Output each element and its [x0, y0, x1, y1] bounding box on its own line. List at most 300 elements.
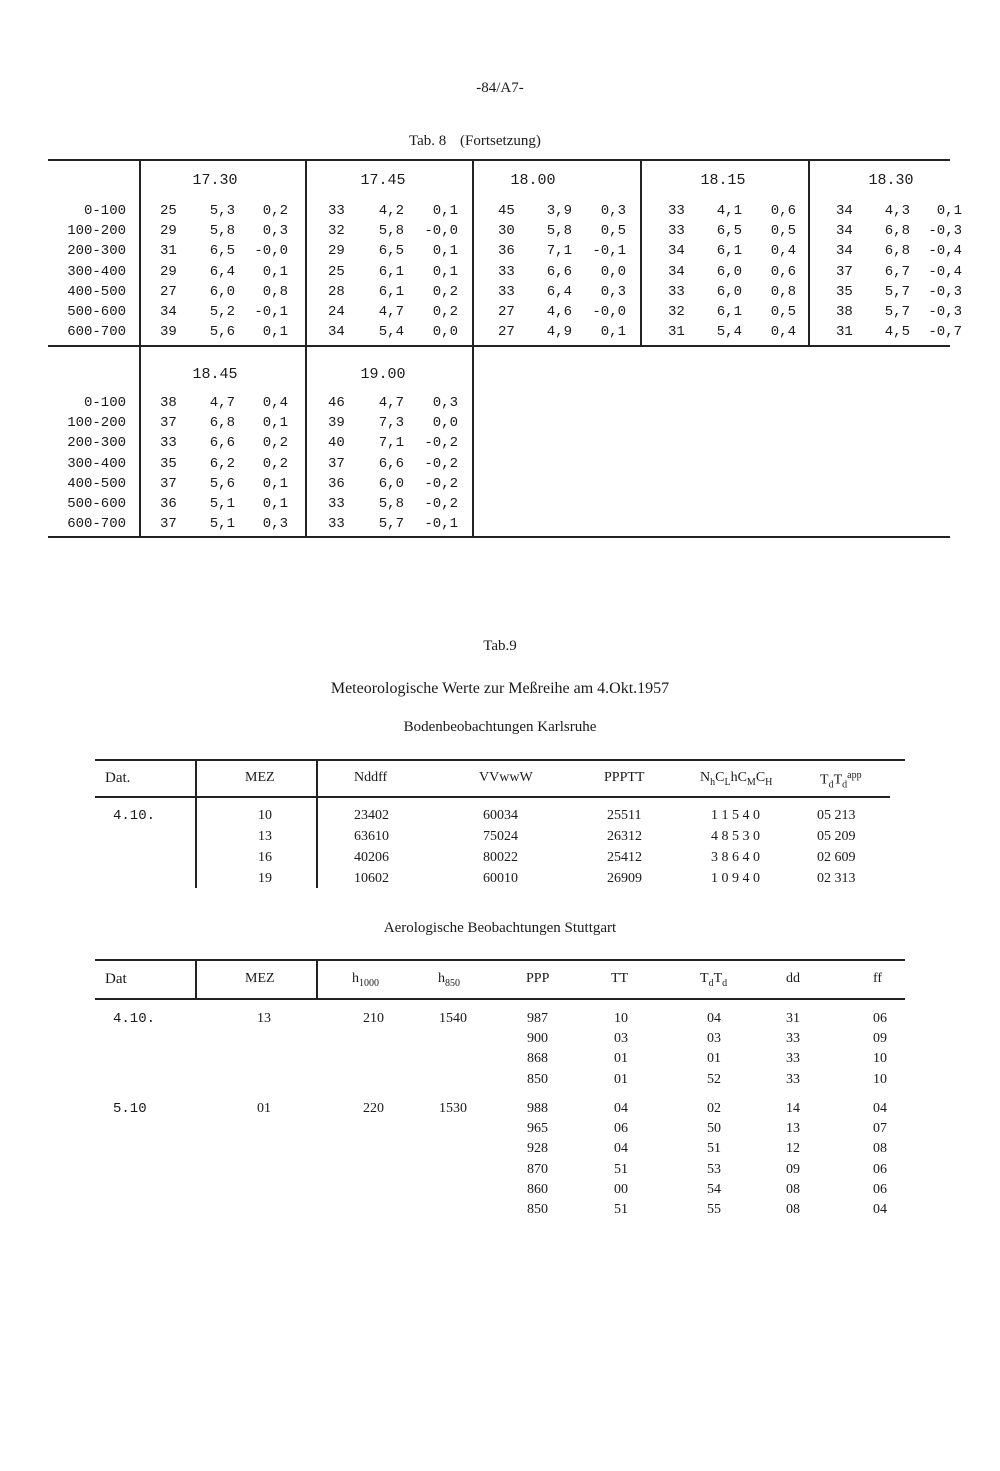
tab8-value: 0,1	[432, 203, 458, 219]
tab8-value: 33	[668, 223, 685, 240]
tab8-value: 0,4	[770, 324, 796, 341]
aero-tdtd: 51	[707, 1141, 721, 1157]
tab8-value: 37	[160, 475, 177, 492]
tab8-value: 34	[836, 203, 853, 219]
tab8-value: 33	[498, 263, 515, 280]
boden-top-rule	[95, 759, 905, 761]
tab8-value: 25	[328, 263, 345, 280]
depth-label: 0-100	[83, 203, 126, 219]
aero-ff: 06	[873, 1011, 887, 1026]
tab8-value: 0,1	[432, 263, 458, 280]
tab8-value: 7,3	[378, 415, 404, 432]
tab8-value: 5,7	[884, 304, 910, 320]
boden-col-dat: Dat.	[105, 770, 131, 786]
aero-tt: 06	[614, 1121, 628, 1137]
tab8-value: -0,1	[424, 516, 458, 533]
tab9-title: Tab.9	[483, 638, 517, 654]
tab8-value: 6,0	[209, 283, 235, 300]
boden-ppptt: 26909	[607, 871, 642, 886]
tab8-value: 36	[160, 496, 177, 512]
tab8-value: 0,0	[432, 324, 458, 341]
tab8-value: 25	[160, 203, 177, 219]
aero-tdtd: 52	[707, 1071, 721, 1087]
tab8-value: 0,6	[770, 203, 796, 219]
tab8-value: 34	[328, 324, 345, 341]
tab8-value: -0,3	[928, 283, 962, 300]
tab8-value: 38	[160, 395, 177, 411]
aero-tt: 04	[614, 1141, 628, 1157]
aero-ff: 08	[873, 1141, 887, 1157]
tab8-value: 27	[498, 304, 515, 320]
tab8-value: 35	[160, 455, 177, 472]
tab8-value: 6,5	[378, 243, 404, 260]
tab8-value: 6,5	[209, 243, 235, 260]
boden-col-ppptt: PPPTT	[604, 770, 645, 785]
boden-col-nddff: Nddff	[354, 770, 388, 785]
aero-h1000: 220	[363, 1101, 384, 1116]
hdr-m: M	[746, 776, 756, 788]
tab8-value: 37	[328, 455, 345, 472]
boden-vrule	[195, 760, 197, 888]
tab8-value: 6,1	[378, 283, 404, 300]
hdr-td-d: d	[708, 977, 714, 989]
tab8-value: 39	[160, 324, 177, 341]
tab8-value: 5,4	[716, 324, 742, 341]
aero-tt: 00	[614, 1181, 628, 1197]
tab8-value: 46	[328, 395, 345, 411]
aero-col-ppp: PPP	[526, 971, 550, 986]
hdr-td-t2: T	[713, 971, 723, 986]
tab8-value: 6,6	[378, 455, 404, 472]
boden-col-nchclhcmch	[700, 770, 772, 788]
tab8-value: 0,1	[936, 203, 962, 219]
tab8-value: 32	[668, 304, 685, 320]
aero-dd: 09	[786, 1161, 800, 1177]
tab8-value: 4,7	[378, 304, 404, 320]
tab8-value: 0,3	[262, 223, 288, 240]
aero-dd: 31	[786, 1011, 800, 1026]
tab8-time-header: 17.30	[192, 172, 238, 189]
tab8-value: 4,5	[884, 324, 910, 341]
aero-tdtd: 55	[707, 1202, 721, 1217]
tab8-value: 0,1	[262, 475, 288, 492]
aero-tdtd: 54	[707, 1181, 721, 1197]
depth-label: 100-200	[67, 223, 126, 240]
tab8-value: 36	[498, 243, 515, 260]
tab8-value: 0,2	[262, 455, 288, 472]
tab8-value: 5,6	[209, 475, 235, 492]
depth-label: 300-400	[67, 455, 126, 472]
aero-tt: 51	[614, 1161, 628, 1177]
tab8-value: 0,1	[432, 243, 458, 260]
boden-mez: 16	[258, 850, 272, 865]
tab8-vrule	[139, 160, 141, 536]
aero-ff: 04	[873, 1202, 887, 1217]
hdr-h850-h: h	[438, 971, 445, 986]
aero-tt: 10	[614, 1011, 628, 1026]
boden-col-vvwww: VVwwW	[479, 770, 533, 785]
aero-ff: 06	[873, 1181, 887, 1197]
tab8-value: -0,1	[254, 304, 288, 320]
aero-ppp: 928	[527, 1141, 548, 1157]
page-number: -84/A7-	[476, 80, 524, 96]
tab8-value: 6,5	[716, 223, 742, 240]
aero-ppp: 900	[527, 1031, 548, 1047]
boden-date: 4.10.	[113, 808, 156, 824]
aero-col-tt: TT	[611, 971, 629, 986]
aero-tdtd: 01	[707, 1051, 721, 1067]
tab8-value: 6,6	[209, 435, 235, 452]
aero-col-h1000	[352, 971, 379, 989]
tab8-value: 36	[328, 475, 345, 492]
tab8-value: 4,7	[378, 395, 404, 411]
aero-h850: 1540	[439, 1011, 467, 1026]
boden-ttd: 05 213	[817, 808, 856, 823]
tab8-value: -0,2	[424, 475, 458, 492]
tab8-label: Tab. 8	[409, 133, 447, 149]
tab8-value: 6,1	[378, 263, 404, 280]
boden-mez: 13	[258, 829, 272, 844]
aero-ppp: 988	[527, 1101, 548, 1116]
tab8-value: -0,2	[424, 496, 458, 512]
aero-tdtd: 02	[707, 1101, 721, 1116]
aero-top-rule	[95, 959, 905, 961]
boden-nch: 4 8 5 3 0	[711, 829, 760, 844]
aero-tt: 51	[614, 1202, 628, 1217]
aero-tt: 04	[614, 1101, 628, 1116]
hdr-l: L	[724, 776, 731, 788]
boden-mez: 19	[258, 871, 272, 886]
tab8-value: 5,8	[378, 496, 404, 512]
tab8-value: 6,6	[546, 263, 572, 280]
tab8-vrule	[640, 160, 642, 345]
depth-label: 400-500	[67, 475, 126, 492]
aero-col-dat: Dat	[105, 971, 127, 987]
tab8-top-rule	[48, 159, 950, 161]
tab8-value: 0,1	[262, 496, 288, 512]
tab8-value: 6,8	[884, 243, 910, 260]
depth-label: 300-400	[67, 263, 126, 280]
boden-vvwww: 80022	[483, 850, 518, 865]
tab8-value: -0,2	[424, 435, 458, 452]
boden-vrule	[316, 760, 318, 888]
tab8-value: 6,4	[546, 283, 572, 300]
tab8-value: 31	[836, 324, 853, 341]
aero-ppp: 850	[527, 1071, 548, 1087]
boden-nch: 3 8 6 4 0	[711, 850, 760, 865]
tab8-value: 0,5	[770, 304, 796, 320]
tab8-time-header: 18.30	[868, 172, 914, 189]
tab8-value: 33	[328, 496, 345, 512]
aero-mez: 01	[257, 1101, 271, 1116]
boden-nddff: 63610	[354, 829, 389, 844]
tab8-time-header: 19.00	[360, 366, 406, 383]
depth-label: 400-500	[67, 283, 126, 300]
depth-label: 500-600	[67, 304, 126, 320]
boden-ppptt: 25412	[607, 850, 642, 865]
tab8-value: 32	[328, 223, 345, 240]
aero-dd: 12	[786, 1141, 800, 1157]
aero-dd: 33	[786, 1051, 800, 1067]
tab8-value: 35	[836, 283, 853, 300]
tab8-value: 6,4	[209, 263, 235, 280]
aero-ff: 06	[873, 1161, 887, 1177]
aero-col-tdtd	[700, 971, 727, 989]
aero-dd: 33	[786, 1071, 800, 1087]
tab8-value: -0,0	[254, 243, 288, 260]
tab8-time-header: 17.45	[360, 172, 406, 189]
tab8-value: 6,7	[884, 263, 910, 280]
tab8-value: 6,1	[716, 304, 742, 320]
tab8-value: -0,2	[424, 455, 458, 472]
tab8-value: 6,0	[716, 263, 742, 280]
tab8-time-header: 18.15	[700, 172, 746, 189]
tab8-time-header: 18.00	[510, 172, 556, 189]
tab8-value: 27	[160, 283, 177, 300]
hdr-td-d2: d	[722, 977, 728, 989]
aero-h850: 1530	[439, 1101, 467, 1116]
depth-label: 0-100	[83, 395, 126, 411]
hdr-t: T	[820, 772, 829, 788]
tab8-value: -0,1	[592, 243, 626, 260]
aero-col-dd: dd	[786, 971, 800, 986]
tab8-value: -0,3	[928, 223, 962, 240]
hdr-h: h	[710, 776, 716, 788]
tab8-value: 28	[328, 283, 345, 300]
depth-label: 500-600	[67, 496, 126, 512]
tab8-value: 29	[328, 243, 345, 260]
aero-ppp: 868	[527, 1051, 548, 1067]
tab8-subtitle: (Fortsetzung)	[460, 133, 541, 149]
tab8-value: -0,7	[928, 324, 962, 341]
boden-nch: 1 1 5 4 0	[711, 808, 760, 823]
tab8-value: 0,2	[432, 283, 458, 300]
aero-dd: 14	[786, 1101, 800, 1116]
tab8-value: 29	[160, 223, 177, 240]
hdr-td-t: T	[700, 971, 709, 986]
tab8-value: 37	[160, 516, 177, 533]
boden-heading: Bodenbeobachtungen Karlsruhe	[403, 719, 597, 735]
tab8-value: 7,1	[546, 243, 572, 260]
boden-col-tdtdapp	[820, 770, 862, 790]
tab8-value: 5,6	[209, 324, 235, 341]
aero-dd: 08	[786, 1181, 800, 1197]
aero-ppp: 860	[527, 1181, 548, 1197]
boden-ppptt: 25511	[607, 808, 642, 823]
tab8-value: 0,1	[262, 263, 288, 280]
tab8-value: 0,2	[262, 203, 288, 219]
tab8-value: 5,8	[546, 223, 572, 240]
boden-vvwww: 75024	[483, 829, 518, 844]
tab8-value: 6,8	[209, 415, 235, 432]
aero-tt: 01	[614, 1051, 628, 1067]
tab8-value: 34	[668, 263, 685, 280]
tab8-value: 4,2	[378, 203, 404, 219]
tab8-value: 0,2	[262, 435, 288, 452]
aero-mez: 13	[257, 1011, 271, 1026]
tab8-value: 33	[668, 203, 685, 219]
aero-ff: 09	[873, 1031, 887, 1047]
aero-dd: 08	[786, 1202, 800, 1217]
aero-ff: 04	[873, 1101, 887, 1116]
tab8-value: 5,1	[209, 516, 235, 533]
tab8-value: 40	[328, 435, 345, 452]
tab8-value: 5,3	[209, 203, 235, 219]
aero-h1000: 210	[363, 1011, 384, 1026]
aero-tt: 03	[614, 1031, 628, 1047]
tab8-value: -0,0	[424, 223, 458, 240]
tab8-value: 4,6	[546, 304, 572, 320]
tab8-value: 0,1	[600, 324, 626, 341]
tab8-value: 0,8	[262, 283, 288, 300]
tab8-value: 33	[160, 435, 177, 452]
aero-dd: 33	[786, 1031, 800, 1047]
depth-label: 600-700	[67, 516, 126, 533]
hdr-h1000-sub: 1000	[359, 977, 379, 989]
tab8-value: 0,5	[600, 223, 626, 240]
aero-ppp: 965	[527, 1121, 548, 1137]
tab8-value: 39	[328, 415, 345, 432]
tab8-value: 0,0	[432, 415, 458, 432]
depth-label: 600-700	[67, 324, 126, 341]
tab8-value: 33	[328, 516, 345, 533]
aero-tt: 01	[614, 1071, 628, 1087]
aero-heading: Aerologische Beobachtungen Stuttgart	[383, 920, 617, 936]
aero-vrule	[195, 960, 197, 998]
tab8-value: 0,5	[770, 223, 796, 240]
boden-vvwww: 60034	[483, 808, 518, 823]
tab8-title	[409, 133, 541, 150]
boden-header-rule	[95, 796, 890, 798]
aero-ff: 07	[873, 1121, 887, 1137]
aero-date: 5.10	[113, 1101, 147, 1117]
tab8-value: 31	[160, 243, 177, 260]
tab8-value: 5,4	[378, 324, 404, 341]
depth-label: 100-200	[67, 415, 126, 432]
boden-mez: 10	[258, 808, 272, 823]
tab8-value: 27	[498, 324, 515, 341]
tab8-value: 45	[498, 203, 515, 219]
aero-ppp: 850	[527, 1202, 548, 1217]
aero-tdtd: 03	[707, 1031, 721, 1047]
aero-ff: 10	[873, 1071, 887, 1087]
aero-ppp: 987	[527, 1011, 548, 1026]
tab8-value: -0,4	[928, 243, 962, 260]
tab8-value: 6,0	[716, 283, 742, 300]
tab8-value: 34	[836, 223, 853, 240]
tab8-value: 6,2	[209, 455, 235, 472]
hdr-hh: H	[765, 776, 773, 788]
aero-dd: 13	[786, 1121, 800, 1137]
boden-nch: 1 0 9 4 0	[711, 871, 760, 886]
tab8-vrule	[472, 160, 474, 536]
tab8-value: 29	[160, 263, 177, 280]
tab8-mid-rule	[48, 345, 950, 347]
tab8-value: 0,3	[262, 516, 288, 533]
aero-tdtd: 04	[707, 1011, 721, 1026]
tab8-value: 34	[668, 243, 685, 260]
tab8-value: 7,1	[378, 435, 404, 452]
hdr-c: C	[715, 770, 725, 785]
aero-tdtd: 53	[707, 1161, 721, 1177]
tab8-vrule	[305, 160, 307, 536]
tab8-value: 0,3	[432, 395, 458, 411]
hdr-app: app	[847, 770, 862, 781]
tab8-value: -0,0	[592, 304, 626, 320]
tab8-value: 5,2	[209, 304, 235, 320]
tab8-value: 24	[328, 304, 345, 320]
boden-col-mez: MEZ	[245, 770, 275, 785]
tab8-value: 37	[160, 415, 177, 432]
tab8-value: 33	[328, 203, 345, 219]
tab8-value: 31	[668, 324, 685, 341]
boden-vvwww: 60010	[483, 871, 518, 886]
tab8-value: 0,2	[432, 304, 458, 320]
aero-col-mez: MEZ	[245, 971, 275, 986]
tab8-value: 4,1	[716, 203, 742, 219]
boden-ttd: 05 209	[817, 829, 856, 844]
boden-ttd: 02 313	[817, 871, 856, 886]
hdr-d: d	[828, 779, 834, 791]
aero-header-rule	[95, 998, 905, 1000]
aero-date: 4.10.	[113, 1011, 156, 1027]
hdr-h1000-h: h	[352, 971, 359, 986]
aero-col-h850	[438, 971, 460, 989]
hdr-n: N	[700, 770, 711, 785]
tab8-value: 0,1	[262, 415, 288, 432]
tab8-value: 4,3	[884, 203, 910, 219]
aero-ppp: 870	[527, 1161, 548, 1177]
tab8-value: 5,7	[884, 283, 910, 300]
tab8-value: 5,7	[378, 516, 404, 533]
tab8-value: 6,1	[716, 243, 742, 260]
tab8-time-header: 18.45	[192, 366, 238, 383]
tab8-bottom-rule	[48, 536, 950, 538]
aero-tdtd: 50	[707, 1121, 721, 1137]
tab8-value: 33	[498, 283, 515, 300]
tab8-value: 0,8	[770, 283, 796, 300]
boden-ppptt: 26312	[607, 829, 642, 844]
tab8-value: 5,8	[209, 223, 235, 240]
aero-ff: 10	[873, 1051, 887, 1067]
tab8-value: 0,1	[262, 324, 288, 341]
tab8-value: -0,3	[928, 304, 962, 320]
tab8-value: 0,4	[262, 395, 288, 411]
tab8-value: 37	[836, 263, 853, 280]
hdr-d2: d	[842, 779, 848, 791]
depth-label: 200-300	[67, 243, 126, 260]
tab8-value: 0,6	[770, 263, 796, 280]
tab8-value: 0,0	[600, 263, 626, 280]
tab8-value: 0,3	[600, 283, 626, 300]
depth-label: 200-300	[67, 435, 126, 452]
tab8-vrule	[808, 160, 810, 345]
tab8-value: 3,9	[546, 203, 572, 219]
tab8-value: 0,3	[600, 203, 626, 219]
hdr-hc: hC	[730, 770, 747, 785]
hdr-c2: C	[755, 770, 766, 785]
hdr-h850-sub: 850	[445, 977, 460, 989]
aero-col-ff: ff	[873, 971, 883, 986]
tab8-value: 5,1	[209, 496, 235, 512]
tab8-value: 4,7	[209, 395, 235, 411]
boden-nddff: 23402	[354, 808, 389, 823]
aero-vrule	[316, 960, 318, 998]
hdr-t2: T	[833, 772, 843, 788]
tab8-value: 6,8	[884, 223, 910, 240]
tab8-value: 30	[498, 223, 515, 240]
tab8-value: 6,0	[378, 475, 404, 492]
